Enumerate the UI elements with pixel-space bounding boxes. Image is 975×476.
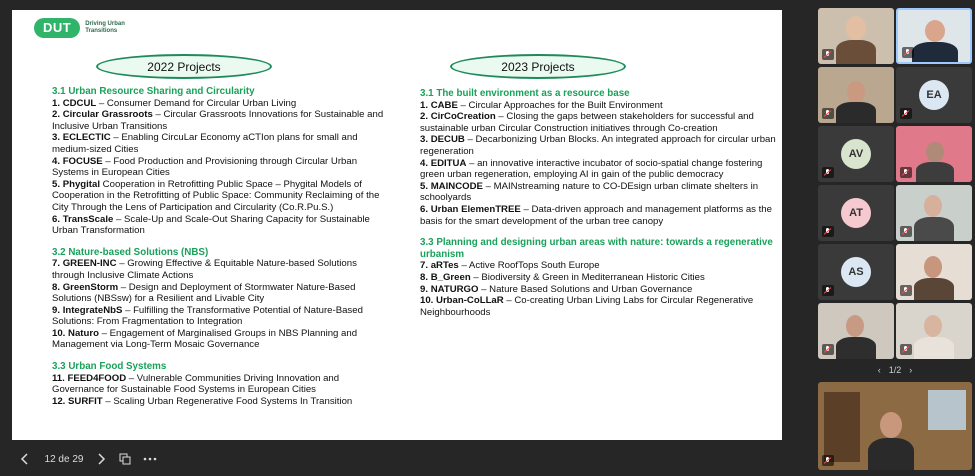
muted-mic-icon xyxy=(822,49,834,60)
participant-video-tile-active[interactable] xyxy=(896,8,972,64)
project-name: Urban-CoLLaR xyxy=(436,295,504,307)
project-item xyxy=(420,260,778,272)
project-number: 2. xyxy=(52,109,61,121)
avatar-ea: EA xyxy=(919,80,949,110)
participant-avatar-tile[interactable] xyxy=(818,185,894,241)
previous-slide-button[interactable] xyxy=(16,447,34,471)
project-name: Naturo xyxy=(68,327,99,339)
project-number: 7. xyxy=(420,260,429,272)
project-description: – Active RoofTops South Europe xyxy=(458,260,600,272)
participant-video-tile[interactable] xyxy=(818,67,894,123)
section-title: 3.1 Urban Resource Sharing and Circularity xyxy=(52,86,255,97)
window xyxy=(928,390,966,430)
project-item xyxy=(52,109,392,132)
participant-video-tile[interactable] xyxy=(818,8,894,64)
logo-tagline: Driving Urban Transitions xyxy=(85,21,125,34)
project-number: 2. xyxy=(420,111,429,123)
chevron-right-icon xyxy=(96,453,106,465)
project-item xyxy=(420,158,778,181)
year-heading-2023: 2023 Projects xyxy=(450,54,626,79)
projects-2023-column xyxy=(420,88,778,318)
participant-video-tile[interactable] xyxy=(896,303,972,359)
project-name: MAINCODE xyxy=(430,180,483,192)
project-description: – Nature Based Solutions and Urban Governance xyxy=(478,283,693,295)
project-number: 1. xyxy=(52,97,61,109)
section-title: 3.3 Planning and designing urban areas with nature: towards a regenerative urbanism xyxy=(420,237,773,260)
project-number: 4. xyxy=(52,155,61,167)
project-name: Urban ElemenTREE xyxy=(430,203,521,215)
project-item xyxy=(420,284,778,296)
muted-mic-icon xyxy=(822,108,834,119)
projects-2022-column xyxy=(52,86,392,407)
project-number: 7. xyxy=(52,258,61,270)
logo-brand: DUT xyxy=(34,18,80,38)
year-heading-2022: 2022 Projects xyxy=(96,54,272,79)
project-item xyxy=(52,258,392,281)
pager-next-icon[interactable]: › xyxy=(909,365,913,375)
more-options-button[interactable] xyxy=(140,447,160,471)
project-name: Circular Grassroots xyxy=(62,109,153,121)
project-number: 5. xyxy=(52,178,61,190)
project-description: – Scaling Urban Regenerative Food Systems In Transition xyxy=(102,395,353,407)
muted-mic-icon xyxy=(822,285,834,296)
project-number: 3. xyxy=(52,132,61,144)
dut-logo xyxy=(34,17,125,39)
project-number: 9. xyxy=(420,283,429,295)
muted-mic-icon xyxy=(900,108,912,119)
project-description: Cooperation in Retrofitting Public Space – Phygital Models of Cooperation in the Retrofitting of Public Space: Community Reclaiming of the City Through the Lens of Participation and Circularity (Co.R.Pu.S.) xyxy=(52,178,380,213)
participant-video-tile[interactable] xyxy=(896,185,972,241)
project-name: GreenStorm xyxy=(62,281,119,293)
project-description: – Co-creating Urban Living Labs for Circular Regenerative Neighbourhoods xyxy=(420,295,754,318)
section-title: 3.3 Urban Food Systems xyxy=(52,361,167,373)
project-item xyxy=(52,98,392,110)
more-icon xyxy=(143,457,157,461)
project-description: – Decarbonizing Urban Blocks. An integrated approach for circular urban regeneration xyxy=(420,134,776,157)
muted-mic-icon xyxy=(900,344,912,355)
project-item xyxy=(52,282,392,305)
project-item xyxy=(52,214,392,237)
participant-video-tile[interactable] xyxy=(896,244,972,300)
project-description: – Growing Effective & Equitable Nature-based Solutions through Inclusive Climate Actions xyxy=(52,258,357,281)
project-item xyxy=(52,328,392,351)
project-item xyxy=(420,204,778,227)
participants-panel xyxy=(815,0,975,476)
pager-prev-icon[interactable]: ‹ xyxy=(877,365,881,375)
project-number: 10. xyxy=(420,295,434,307)
project-number: 11. xyxy=(52,372,65,384)
project-description: – an innovative interactive incubator of socio-spatial change fostering green urban regeneration, employing AI in gain of the public democracy xyxy=(420,157,763,181)
next-slide-button[interactable] xyxy=(92,447,110,471)
project-number: 5. xyxy=(420,180,429,192)
project-description: – Fulfilling the Transformative Potential of Nature-Based Solutions: From Fragmentation to Integration xyxy=(52,304,363,328)
participant-avatar-tile[interactable] xyxy=(896,67,972,123)
project-number: 4. xyxy=(420,157,429,169)
project-number: 3. xyxy=(420,134,429,146)
pager-label: 1/2 xyxy=(888,365,902,375)
project-name: CirCoCreation xyxy=(430,111,496,123)
muted-mic-icon xyxy=(822,455,834,466)
participant-avatar-tile[interactable] xyxy=(818,244,894,300)
project-number: 1. xyxy=(420,99,429,111)
project-description: – Data-driven approach and management platforms as the basis for the smart development of the urban tree canopy xyxy=(420,203,772,227)
participant-avatar-tile[interactable] xyxy=(818,126,894,182)
project-description: – Design and Deployment of Stormwater Nature-Based Solutions (NBSsw) for a Resilient and Livable City xyxy=(52,281,356,305)
project-name: FOCUSE xyxy=(62,155,103,167)
project-number: 9. xyxy=(52,304,61,316)
project-description: – Biodiversity & Green in Mediterranean Historic Cities xyxy=(470,271,705,283)
project-item xyxy=(52,396,392,408)
chevron-left-icon xyxy=(20,453,30,465)
project-description: – Vulnerable Communities Driving Innovation and Governance for Sustainable Food Systems in European Cities xyxy=(52,372,340,396)
section-title: 3.2 Nature-based Solutions (NBS) xyxy=(52,246,209,258)
project-number: 12. xyxy=(52,395,66,407)
project-item xyxy=(420,181,778,204)
project-item xyxy=(52,373,392,396)
project-name: CABE xyxy=(430,99,458,111)
muted-mic-icon xyxy=(822,344,834,355)
project-item xyxy=(52,156,392,179)
project-item xyxy=(52,132,392,155)
project-name: DECUB xyxy=(430,134,465,146)
avatar-as: AS xyxy=(841,257,871,287)
project-number: 8. xyxy=(52,281,61,293)
avatar-at: AT xyxy=(841,198,871,228)
thumbnails-icon xyxy=(119,453,131,465)
page-indicator: 12 de 29 xyxy=(44,453,84,465)
project-name: ECLECTIC xyxy=(62,132,111,144)
project-name: aRTes xyxy=(430,260,459,272)
project-description: – Enabling CircuLar Economy aCTIon plans for small and medium-sized Cities xyxy=(52,132,358,155)
project-item xyxy=(420,134,778,157)
project-number: 8. xyxy=(420,271,429,283)
avatar-av: AV xyxy=(841,139,871,169)
project-item xyxy=(52,305,392,328)
project-name: CDCUL xyxy=(62,97,97,109)
project-description: – Scale-Up and Scale-Out Sharing Capacity for Sustainable Urban Transformation xyxy=(52,213,370,237)
project-name: TransScale xyxy=(62,213,114,225)
muted-mic-icon xyxy=(900,226,912,237)
bookshelf xyxy=(824,392,860,462)
project-item xyxy=(420,111,778,134)
thumbnails-button[interactable] xyxy=(116,447,134,471)
project-number: 10. xyxy=(52,327,66,339)
muted-mic-icon xyxy=(822,167,834,178)
self-video-tile[interactable] xyxy=(818,382,972,470)
project-name: NATURGO xyxy=(430,283,479,295)
section-title: 3.1 The built environment as a resource base xyxy=(420,88,630,99)
project-item xyxy=(420,295,778,318)
project-name: B_Green xyxy=(430,271,471,283)
project-number: 6. xyxy=(52,213,61,225)
project-number: 6. xyxy=(420,203,429,215)
project-name: IntegrateNbS xyxy=(62,304,123,316)
slide xyxy=(12,10,782,440)
muted-mic-icon xyxy=(900,167,912,178)
project-description: – Circular Grassroots Innovations for Sustainable and Inclusive Urban Transitions xyxy=(52,109,384,132)
project-description: – MAINstreaming nature to CO-DEsign urban climate shelters in schoolyards xyxy=(420,180,759,204)
muted-mic-icon xyxy=(822,226,834,237)
project-name: GREEN-INC xyxy=(62,258,117,270)
project-description: – Consumer Demand for Circular Urban Living xyxy=(96,97,297,109)
project-description: – Closing the gaps between stakeholders for successful and sustainable urban Circular Construction initiatives through Co-creation xyxy=(420,111,754,134)
project-name: Phygital xyxy=(62,178,101,190)
muted-mic-icon xyxy=(902,47,914,58)
project-name: SURFIT xyxy=(68,395,103,407)
presentation-toolbar xyxy=(0,442,815,476)
project-item xyxy=(52,179,392,214)
muted-mic-icon xyxy=(900,285,912,296)
project-description: – Circular Approaches for the Built Environment xyxy=(457,99,663,111)
project-description: – Engagement of Marginalised Groups in NBS Planning and Management via Long-Term Mosaic Governance xyxy=(52,327,358,351)
participant-video-tile[interactable] xyxy=(818,303,894,359)
project-description: – Food Production and Provisioning through Circular Urban Systems in European Cities xyxy=(52,155,358,179)
project-item xyxy=(420,272,778,284)
project-name: FEED4FOOD xyxy=(67,372,127,384)
participants-pager xyxy=(815,362,975,378)
project-item xyxy=(420,100,778,112)
project-name: EDITUA xyxy=(430,157,467,169)
participant-video-tile[interactable] xyxy=(896,126,972,182)
